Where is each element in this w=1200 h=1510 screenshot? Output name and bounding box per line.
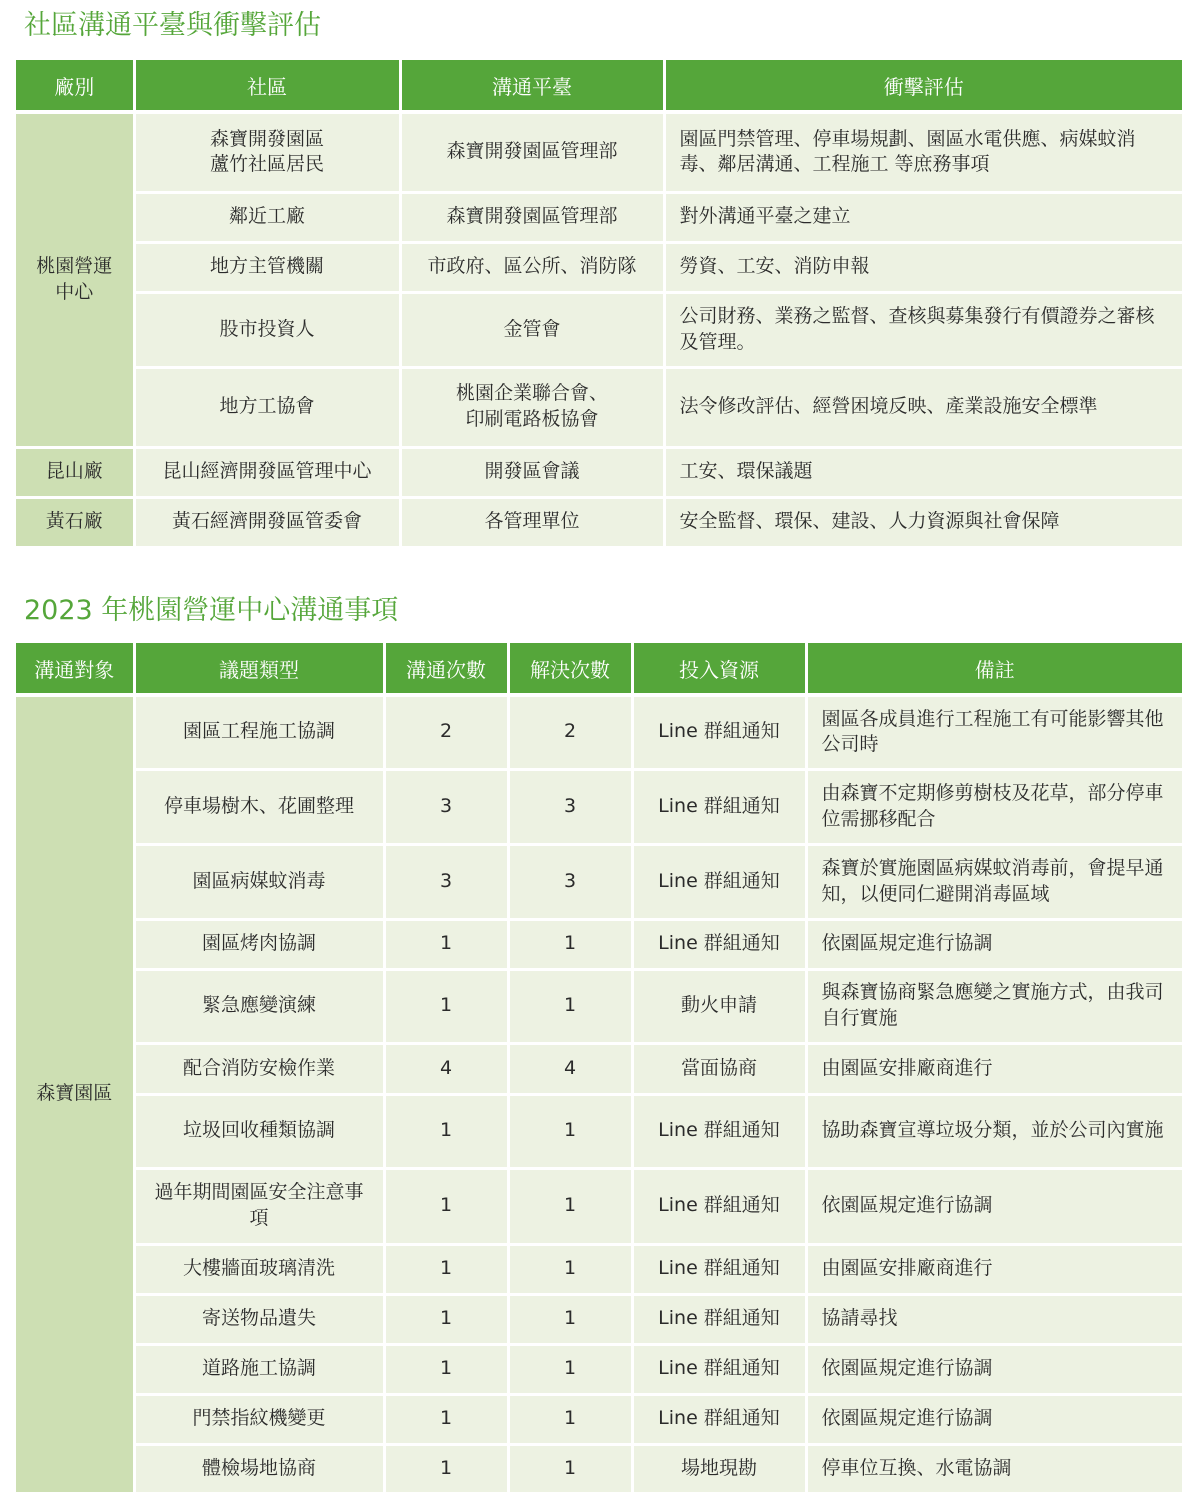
resource-cell: Line 群組通知 bbox=[632, 844, 806, 919]
note-cell: 由園區安排廠商進行 bbox=[806, 1244, 1182, 1294]
table-row bbox=[16, 112, 1182, 192]
resource-cell: 場地現勘 bbox=[632, 1444, 806, 1493]
communication-items-table bbox=[16, 643, 1182, 1495]
topic-cell: 配合消防安檢作業 bbox=[134, 1043, 384, 1094]
solved-count-cell: 1 bbox=[508, 1394, 632, 1444]
table-row bbox=[16, 1094, 1182, 1168]
impact-cell: 安全監督、環保、建設、人力資源與社會保障 bbox=[664, 497, 1182, 547]
resource-cell: Line 群組通知 bbox=[632, 769, 806, 844]
plant-cell: 昆山廠 bbox=[16, 447, 134, 497]
solved-count-cell: 1 bbox=[508, 1244, 632, 1294]
topic-cell: 垃圾回收種類協調 bbox=[134, 1094, 384, 1168]
note-cell: 園區各成員進行工程施工有可能影響其他公司時 bbox=[806, 695, 1182, 769]
table-row bbox=[16, 447, 1182, 497]
solved-count-cell: 1 bbox=[508, 919, 632, 969]
community-cell: 森寶開發園區 蘆竹社區居民 bbox=[134, 112, 400, 192]
comm-count-cell: 1 bbox=[384, 1344, 508, 1394]
header-comm-count: 溝通次數 bbox=[384, 643, 508, 695]
impact-cell: 工安、環保議題 bbox=[664, 447, 1182, 497]
note-cell: 協請尋找 bbox=[806, 1294, 1182, 1344]
header-solved-count: 解決次數 bbox=[508, 643, 632, 695]
header-platform: 溝通平臺 bbox=[400, 60, 664, 112]
plant-cell: 黃石廠 bbox=[16, 497, 134, 547]
table-row bbox=[16, 769, 1182, 844]
solved-count-cell: 1 bbox=[508, 1294, 632, 1344]
section-title-communication-2023: 2023 年桃園營運中心溝通事項 bbox=[24, 595, 399, 626]
comm-count-cell: 3 bbox=[384, 844, 508, 919]
topic-cell: 寄送物品遺失 bbox=[134, 1294, 384, 1344]
comm-count-cell: 1 bbox=[384, 969, 508, 1043]
note-cell: 依園區規定進行協調 bbox=[806, 1168, 1182, 1244]
solved-count-cell: 1 bbox=[508, 1094, 632, 1168]
table-row bbox=[16, 1244, 1182, 1294]
impact-cell: 法令修改評估、經營困境反映、產業設施安全標準 bbox=[664, 367, 1182, 447]
solved-count-cell: 1 bbox=[508, 1344, 632, 1394]
platform-cell: 桃園企業聯合會、 印刷電路板協會 bbox=[400, 367, 664, 447]
header-impact: 衝擊評估 bbox=[664, 60, 1182, 112]
table-row bbox=[16, 1344, 1182, 1394]
platform-cell: 各管理單位 bbox=[400, 497, 664, 547]
table-row bbox=[16, 1168, 1182, 1244]
table-row bbox=[16, 192, 1182, 242]
header-resource: 投入資源 bbox=[632, 643, 806, 695]
table-row bbox=[16, 1294, 1182, 1344]
topic-cell: 園區烤肉協調 bbox=[134, 919, 384, 969]
platform-cell: 森寶開發園區管理部 bbox=[400, 192, 664, 242]
table-header-row bbox=[16, 60, 1182, 112]
header-target: 溝通對象 bbox=[16, 643, 134, 695]
comm-count-cell: 1 bbox=[384, 1168, 508, 1244]
section-title-community: 社區溝通平臺與衝擊評估 bbox=[24, 10, 321, 41]
comm-count-cell: 2 bbox=[384, 695, 508, 769]
header-community: 社區 bbox=[134, 60, 400, 112]
comm-count-cell: 4 bbox=[384, 1043, 508, 1094]
target-cell: 森寶園區 bbox=[16, 695, 134, 1493]
topic-cell: 園區工程施工協調 bbox=[134, 695, 384, 769]
note-cell: 停車位互換、水電協調 bbox=[806, 1444, 1182, 1493]
platform-cell: 森寶開發園區管理部 bbox=[400, 112, 664, 192]
resource-cell: Line 群組通知 bbox=[632, 695, 806, 769]
resource-cell: Line 群組通知 bbox=[632, 1294, 806, 1344]
community-cell: 地方工協會 bbox=[134, 367, 400, 447]
community-cell: 股市投資人 bbox=[134, 292, 400, 367]
platform-cell: 金管會 bbox=[400, 292, 664, 367]
topic-cell: 停車場樹木、花圃整理 bbox=[134, 769, 384, 844]
table-row bbox=[16, 844, 1182, 919]
table-row bbox=[16, 242, 1182, 292]
resource-cell: Line 群組通知 bbox=[632, 1244, 806, 1294]
table-row bbox=[16, 695, 1182, 769]
solved-count-cell: 3 bbox=[508, 769, 632, 844]
comm-count-cell: 1 bbox=[384, 1444, 508, 1493]
comm-count-cell: 1 bbox=[384, 919, 508, 969]
table-row bbox=[16, 919, 1182, 969]
table-row bbox=[16, 292, 1182, 367]
topic-cell: 大樓牆面玻璃清洗 bbox=[134, 1244, 384, 1294]
header-note: 備註 bbox=[806, 643, 1182, 695]
table-row bbox=[16, 1444, 1182, 1493]
impact-cell: 園區門禁管理、停車場規劃、園區水電供應、病媒蚊消毒、鄰居溝通、工程施工 等庶務事項 bbox=[664, 112, 1182, 192]
community-cell: 黃石經濟開發區管委會 bbox=[134, 497, 400, 547]
community-impact-table bbox=[16, 60, 1182, 549]
header-plant: 廠別 bbox=[16, 60, 134, 112]
solved-count-cell: 1 bbox=[508, 1168, 632, 1244]
resource-cell: Line 群組通知 bbox=[632, 1394, 806, 1444]
note-cell: 協助森寶宣導垃圾分類，並於公司內實施 bbox=[806, 1094, 1182, 1168]
note-cell: 依園區規定進行協調 bbox=[806, 1394, 1182, 1444]
comm-count-cell: 1 bbox=[384, 1094, 508, 1168]
resource-cell: 當面協商 bbox=[632, 1043, 806, 1094]
topic-cell: 過年期間園區安全注意事項 bbox=[134, 1168, 384, 1244]
platform-cell: 市政府、區公所、消防隊 bbox=[400, 242, 664, 292]
topic-cell: 緊急應變演練 bbox=[134, 969, 384, 1043]
note-cell: 由園區安排廠商進行 bbox=[806, 1043, 1182, 1094]
table-row bbox=[16, 367, 1182, 447]
note-cell: 森寶於實施園區病媒蚊消毒前，會提早通知，以便同仁避開消毒區域 bbox=[806, 844, 1182, 919]
community-cell: 昆山經濟開發區管理中心 bbox=[134, 447, 400, 497]
solved-count-cell: 4 bbox=[508, 1043, 632, 1094]
solved-count-cell: 3 bbox=[508, 844, 632, 919]
resource-cell: Line 群組通知 bbox=[632, 919, 806, 969]
table-row bbox=[16, 1043, 1182, 1094]
table-row bbox=[16, 969, 1182, 1043]
resource-cell: Line 群組通知 bbox=[632, 1094, 806, 1168]
solved-count-cell: 2 bbox=[508, 695, 632, 769]
note-cell: 由森寶不定期修剪樹枝及花草，部分停車位需挪移配合 bbox=[806, 769, 1182, 844]
impact-cell: 公司財務、業務之監督、查核與募集發行有價證券之審核及管理。 bbox=[664, 292, 1182, 367]
topic-cell: 門禁指紋機變更 bbox=[134, 1394, 384, 1444]
topic-cell: 道路施工協調 bbox=[134, 1344, 384, 1394]
header-topic: 議題類型 bbox=[134, 643, 384, 695]
community-cell: 鄰近工廠 bbox=[134, 192, 400, 242]
impact-cell: 對外溝通平臺之建立 bbox=[664, 192, 1182, 242]
table-row bbox=[16, 497, 1182, 547]
topic-cell: 園區病媒蚊消毒 bbox=[134, 844, 384, 919]
solved-count-cell: 1 bbox=[508, 1444, 632, 1493]
resource-cell: 動火申請 bbox=[632, 969, 806, 1043]
community-cell: 地方主管機關 bbox=[134, 242, 400, 292]
resource-cell: Line 群組通知 bbox=[632, 1344, 806, 1394]
comm-count-cell: 1 bbox=[384, 1294, 508, 1344]
note-cell: 依園區規定進行協調 bbox=[806, 1344, 1182, 1394]
resource-cell: Line 群組通知 bbox=[632, 1168, 806, 1244]
note-cell: 依園區規定進行協調 bbox=[806, 919, 1182, 969]
comm-count-cell: 1 bbox=[384, 1244, 508, 1294]
impact-cell: 勞資、工安、消防申報 bbox=[664, 242, 1182, 292]
comm-count-cell: 1 bbox=[384, 1394, 508, 1444]
solved-count-cell: 1 bbox=[508, 969, 632, 1043]
table-row bbox=[16, 1394, 1182, 1444]
topic-cell: 體檢場地協商 bbox=[134, 1444, 384, 1493]
platform-cell: 開發區會議 bbox=[400, 447, 664, 497]
table-header-row bbox=[16, 643, 1182, 695]
comm-count-cell: 3 bbox=[384, 769, 508, 844]
plant-cell: 桃園營運中心 bbox=[16, 112, 134, 447]
note-cell: 與森寶協商緊急應變之實施方式，由我司自行實施 bbox=[806, 969, 1182, 1043]
